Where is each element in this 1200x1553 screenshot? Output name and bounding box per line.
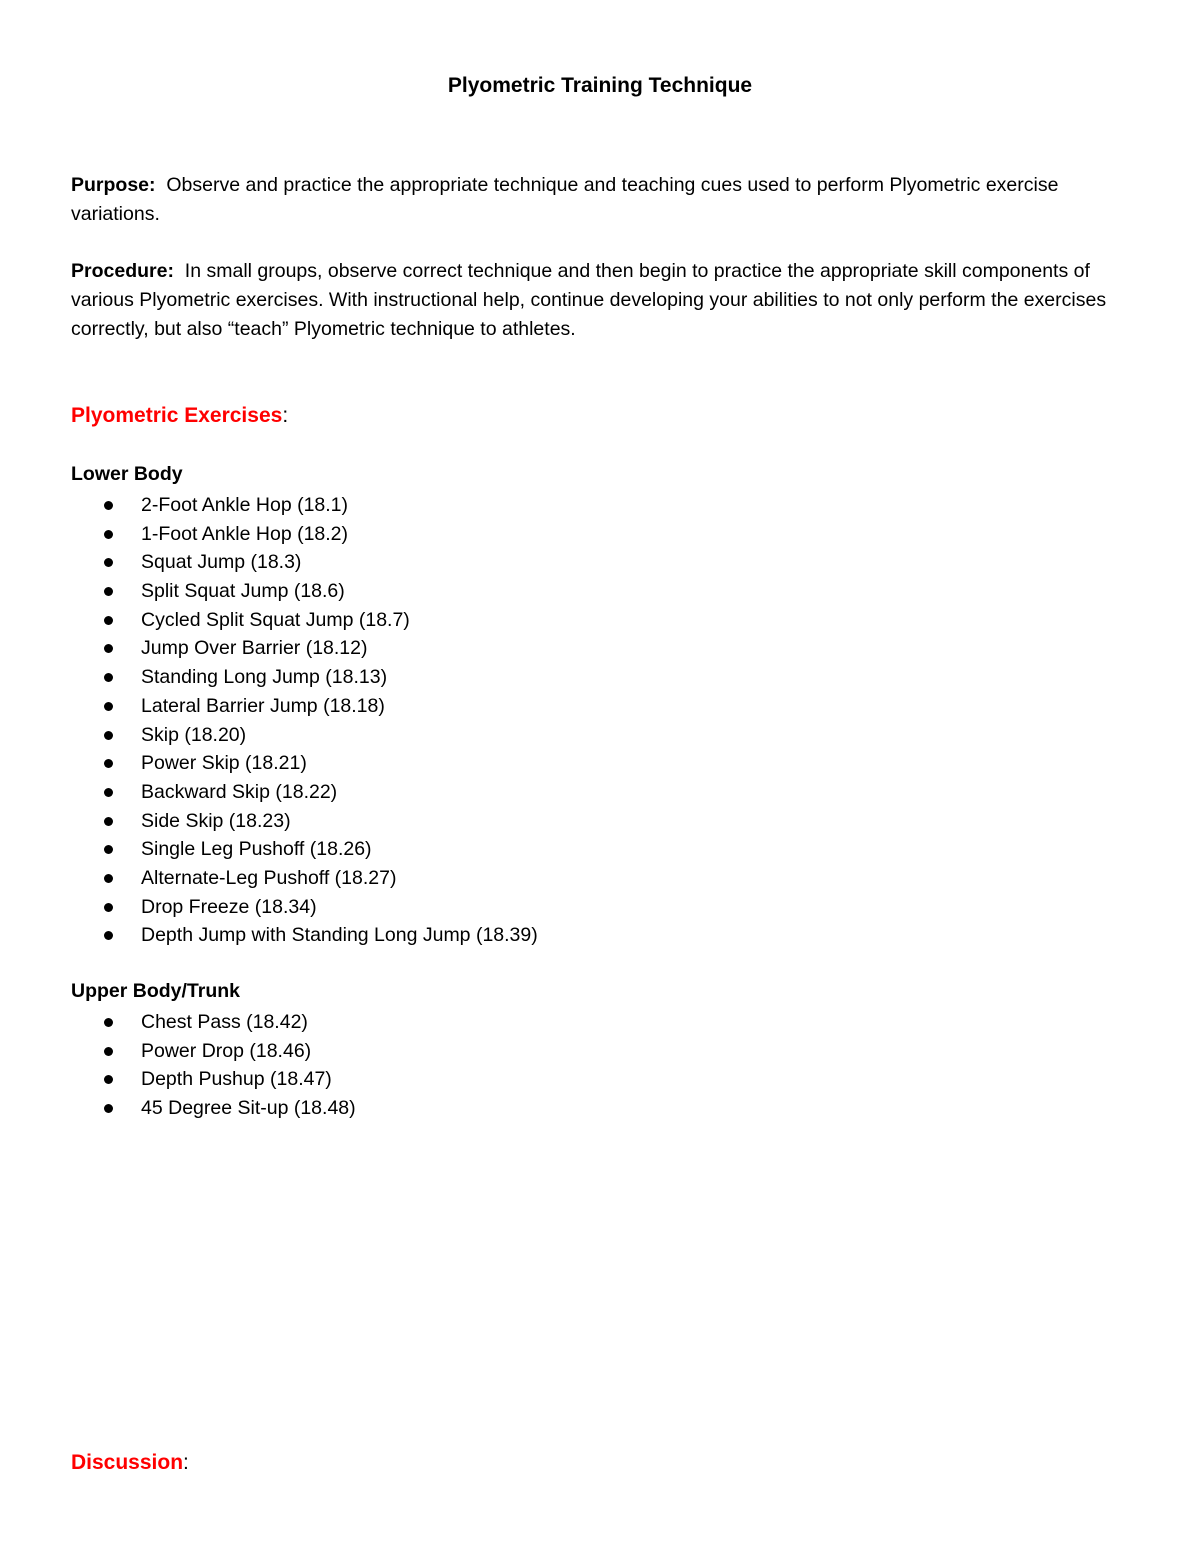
list-item xyxy=(0,721,538,750)
list-item-text: Depth Pushup (18.47) xyxy=(141,1068,332,1091)
list-item xyxy=(0,577,538,606)
list-item xyxy=(0,749,538,778)
bullet-icon xyxy=(104,702,113,711)
list-item-text: Chest Pass (18.42) xyxy=(141,1011,308,1033)
purpose-label: Purpose: xyxy=(71,174,156,196)
bullet-icon xyxy=(104,845,113,854)
list-item-text: Power Skip (18.21) xyxy=(141,752,307,775)
lower-body-heading: Lower Body xyxy=(71,463,183,485)
exercises-heading xyxy=(71,404,288,428)
list-item-text: Cycled Split Squat Jump (18.7) xyxy=(141,608,410,631)
purpose-paragraph xyxy=(71,171,1131,229)
lower-body-list xyxy=(0,491,538,950)
list-item-text: Jump Over Barrier (18.12) xyxy=(141,637,368,660)
bullet-icon xyxy=(104,673,113,682)
bullet-icon xyxy=(104,931,113,940)
list-item-text: Backward Skip (18.22) xyxy=(141,780,338,803)
list-item xyxy=(0,893,538,922)
list-item xyxy=(0,1008,356,1037)
procedure-label: Procedure: xyxy=(71,260,174,282)
list-item-text: Drop Freeze (18.34) xyxy=(141,895,317,918)
upper-body-list xyxy=(0,1008,356,1123)
list-item xyxy=(0,692,538,721)
bullet-icon xyxy=(104,788,113,797)
list-item-text: Alternate-Leg Pushoff (18.27) xyxy=(141,866,397,889)
exercises-heading-label: Plyometric Exercises xyxy=(71,404,283,427)
upper-body-heading: Upper Body/Trunk xyxy=(71,980,241,1002)
list-item xyxy=(0,606,538,635)
list-item xyxy=(0,548,538,577)
bullet-icon xyxy=(104,817,113,826)
bullet-icon xyxy=(104,616,113,625)
list-item xyxy=(0,778,538,807)
bullet-icon xyxy=(104,501,113,510)
bullet-icon xyxy=(104,1018,113,1027)
list-item xyxy=(0,1037,356,1066)
bullet-icon xyxy=(104,587,113,596)
list-item-text: Single Leg Pushoff (18.26) xyxy=(141,838,372,861)
list-item-text: Depth Jump with Standing Long Jump (18.39) xyxy=(141,924,538,947)
procedure-text: In small groups, observe correct technique and then begin to practice the appropriate skill components of various Plyometric exercises. With instructional help, continue developing your abilities to not only perform the exercises correctly, but also “teach” Plyometric technique to athletes. xyxy=(71,260,1107,340)
discussion-heading-colon: : xyxy=(183,1451,189,1474)
bullet-icon xyxy=(104,530,113,539)
bullet-icon xyxy=(104,558,113,567)
bullet-icon xyxy=(104,1047,113,1056)
purpose-text: Observe and practice the appropriate technique and teaching cues used to perform Plyometric exercise variations. xyxy=(71,174,1059,225)
list-item xyxy=(0,835,538,864)
document-title: Plyometric Training Technique xyxy=(447,74,753,97)
list-item xyxy=(0,807,538,836)
procedure-paragraph xyxy=(71,257,1131,344)
list-item-text: Lateral Barrier Jump (18.18) xyxy=(141,694,385,717)
exercises-heading-colon: : xyxy=(282,404,289,427)
bullet-icon xyxy=(104,903,113,912)
bullet-icon xyxy=(104,874,113,883)
list-item-text: 45 Degree Sit-up (18.48) xyxy=(141,1097,356,1120)
bullet-icon xyxy=(104,731,113,740)
list-item xyxy=(0,1065,356,1094)
bullet-icon xyxy=(104,1104,113,1113)
list-item xyxy=(0,864,538,893)
bullet-icon xyxy=(104,644,113,653)
list-item-text: Side Skip (18.23) xyxy=(141,809,291,832)
list-item xyxy=(0,520,538,549)
list-item-text: 1-Foot Ankle Hop (18.2) xyxy=(141,522,349,545)
list-item xyxy=(0,634,538,663)
bullet-icon xyxy=(104,759,113,768)
list-item xyxy=(0,491,538,520)
list-item-text: Split Squat Jump (18.6) xyxy=(141,580,345,603)
discussion-heading-label: Discussion xyxy=(71,1451,184,1474)
list-item xyxy=(0,663,538,692)
list-item-text: 2-Foot Ankle Hop (18.1) xyxy=(141,494,349,516)
list-item-text: Standing Long Jump (18.13) xyxy=(141,666,388,689)
discussion-heading xyxy=(71,1451,189,1475)
list-item-text: Skip (18.20) xyxy=(141,723,247,746)
list-item xyxy=(0,1094,356,1123)
list-item-text: Power Drop (18.46) xyxy=(141,1039,312,1062)
list-item xyxy=(0,921,538,950)
bullet-icon xyxy=(104,1075,113,1084)
list-item-text: Squat Jump (18.3) xyxy=(141,551,302,574)
